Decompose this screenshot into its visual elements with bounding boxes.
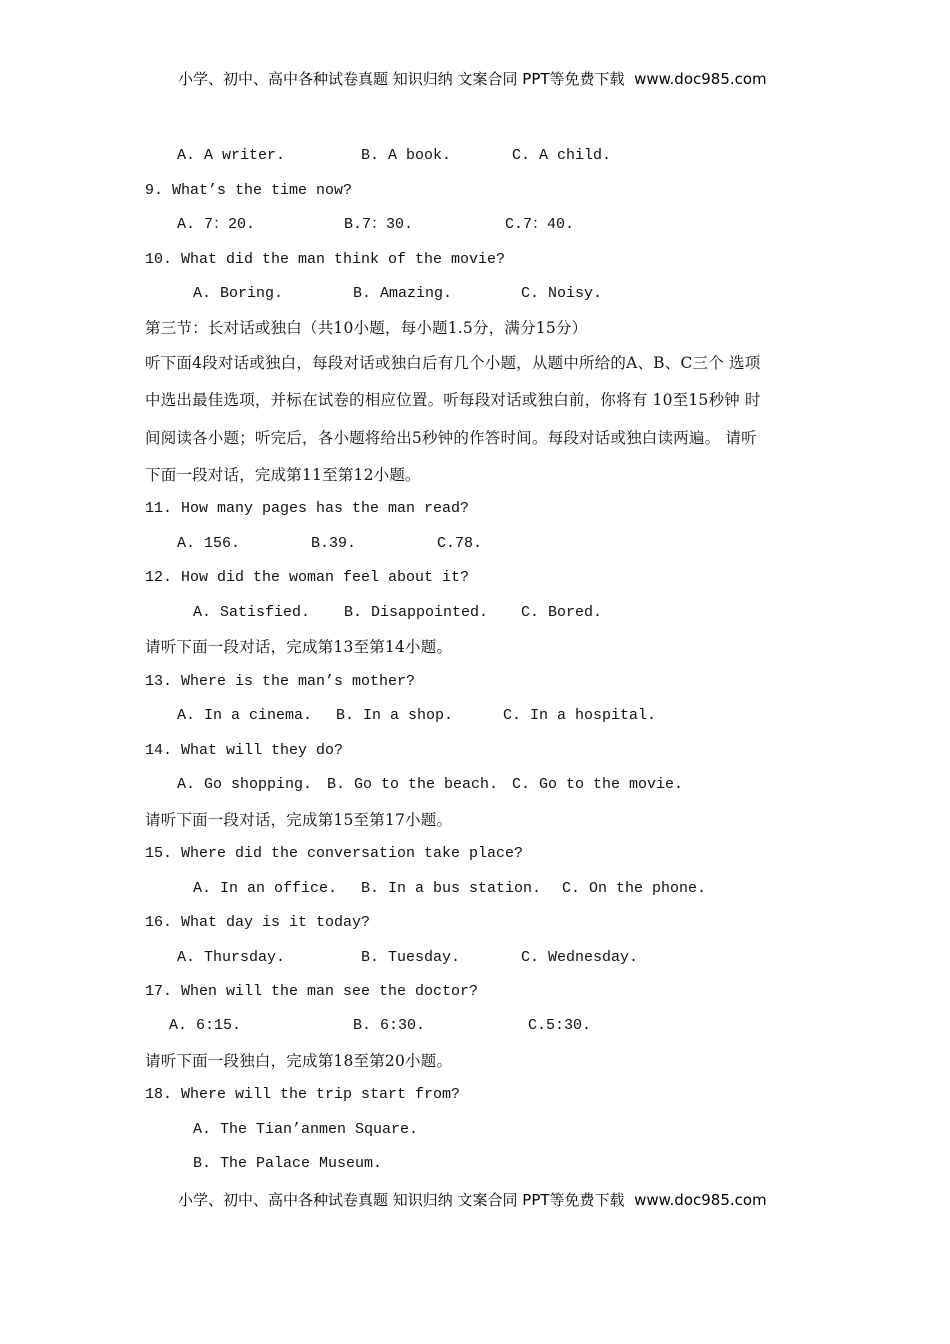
option: A. A writer. xyxy=(177,147,286,164)
option: A. Boring. xyxy=(193,285,284,302)
option: B. Go to the beach. xyxy=(327,776,499,793)
option: C. A child. xyxy=(512,147,612,164)
option: B. In a shop. xyxy=(336,707,454,724)
option: A. Satisfied. xyxy=(193,604,311,621)
option: C. Noisy. xyxy=(521,285,603,302)
option: C.5:30. xyxy=(528,1017,592,1034)
option: A. In a cinema. xyxy=(177,707,313,724)
option: B. 6:30. xyxy=(353,1017,426,1034)
question: 9. What’s the time now? xyxy=(145,182,353,199)
question: 14. What will they do? xyxy=(145,742,344,759)
page-header: 小学、初中、高中各种试卷真题 知识归纳 文案合同 PPT等免费下载 www.doc985.com xyxy=(178,70,767,88)
section-title: 第三节：长对话或独白（共10小题，每小题1.5分，满分15分） xyxy=(145,319,588,337)
question: 13. Where is the man’s mother? xyxy=(145,673,416,690)
instruction-line: 请听下面一段对话，完成第13至第14小题。 xyxy=(145,638,453,656)
option: A. 6:15. xyxy=(169,1017,242,1034)
option: B. Tuesday. xyxy=(361,949,461,966)
option: C.78. xyxy=(437,535,483,552)
option: C. Bored. xyxy=(521,604,603,621)
option: C.7：40. xyxy=(505,216,575,233)
option: A. Thursday. xyxy=(177,949,286,966)
option: A. 156. xyxy=(177,535,241,552)
question: 15. Where did the conversation take place? xyxy=(145,845,524,862)
option: A. 7：20. xyxy=(177,216,256,233)
option: C. On the phone. xyxy=(562,880,707,897)
instruction-line: 请听下面一段独白，完成第18至第20小题。 xyxy=(145,1052,453,1070)
option: B.39. xyxy=(311,535,357,552)
option: A. The Tian’anmen Square. xyxy=(193,1121,419,1138)
option: B. The Palace Museum. xyxy=(193,1155,383,1172)
question: 11. How many pages has the man read? xyxy=(145,500,470,517)
option: B.7：30. xyxy=(344,216,414,233)
option: B. Amazing. xyxy=(353,285,453,302)
page-footer: 小学、初中、高中各种试卷真题 知识归纳 文案合同 PPT等免费下载 www.doc985.com xyxy=(178,1191,767,1209)
option: B. A book. xyxy=(361,147,452,164)
option: A. Go shopping. xyxy=(177,776,313,793)
instruction-line: 听下面4段对话或独白，每段对话或独白后有几个小题，从题中所给的A、B、C三个 选项 xyxy=(145,354,761,372)
question: 16. What day is it today? xyxy=(145,914,371,931)
instruction-line: 中选出最佳选项，并标在试卷的相应位置。听每段对话或独白前，你将有 10至15秒钟 时 xyxy=(145,391,761,409)
instruction-line: 请听下面一段对话，完成第15至第17小题。 xyxy=(145,811,453,829)
option: B. Disappointed. xyxy=(344,604,489,621)
option: A. In an office. xyxy=(193,880,338,897)
option: C. In a hospital. xyxy=(503,707,657,724)
instruction-line: 间阅读各小题；听完后，各小题将给出5秒钟的作答时间。每段对话或独白读两遍。 请听 xyxy=(145,429,757,447)
question: 12. How did the woman feel about it? xyxy=(145,569,470,586)
question: 10. What did the man think of the movie? xyxy=(145,251,506,268)
question: 17. When will the man see the doctor? xyxy=(145,983,479,1000)
instruction-line: 下面一段对话，完成第11至第12小题。 xyxy=(145,466,421,484)
question: 18. Where will the trip start from? xyxy=(145,1086,461,1103)
option: B. In a bus station. xyxy=(361,880,542,897)
option: C. Go to the movie. xyxy=(512,776,684,793)
option: C. Wednesday. xyxy=(521,949,639,966)
